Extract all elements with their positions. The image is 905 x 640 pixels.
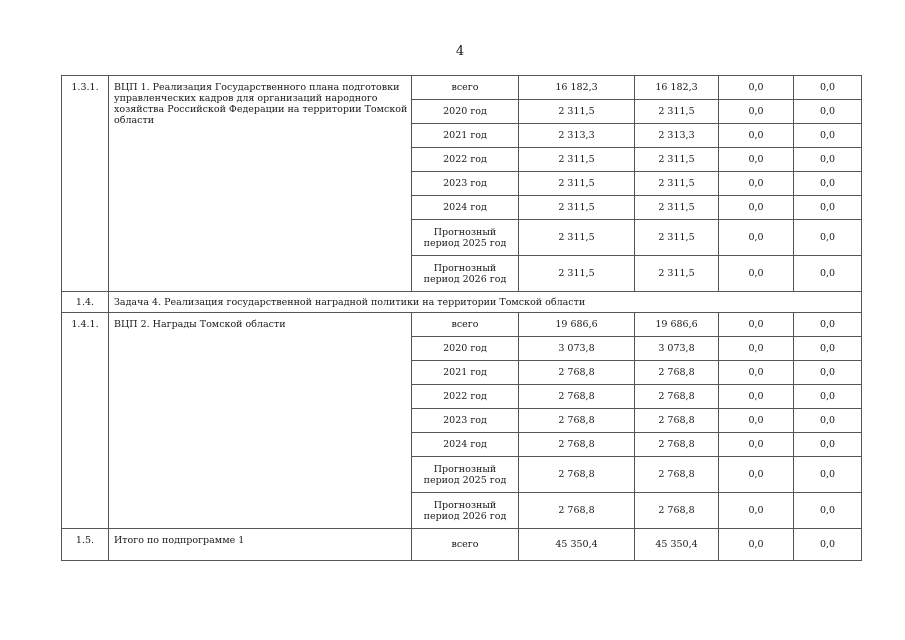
value-cell: 2 311,5 bbox=[519, 172, 635, 196]
value-cell: 0,0 bbox=[719, 76, 794, 100]
row-code: 1.4. bbox=[62, 292, 109, 313]
period-cell: 2021 год bbox=[412, 361, 519, 385]
value-cell: 0,0 bbox=[719, 100, 794, 124]
value-cell: 0,0 bbox=[794, 196, 862, 220]
value-cell: 2 768,8 bbox=[635, 457, 719, 493]
value-cell: 2 768,8 bbox=[519, 361, 635, 385]
value-cell: 0,0 bbox=[794, 361, 862, 385]
value-cell: 0,0 bbox=[794, 493, 862, 529]
row-code: 1.5. bbox=[62, 529, 109, 561]
value-cell: 0,0 bbox=[794, 76, 862, 100]
table-row bbox=[62, 529, 862, 561]
value-cell: 2 311,5 bbox=[519, 196, 635, 220]
value-cell: 0,0 bbox=[719, 493, 794, 529]
row-code: 1.3.1. bbox=[62, 76, 109, 292]
period-cell: всего bbox=[412, 76, 519, 100]
row-description: Итого по подпрограмме 1 bbox=[109, 529, 412, 561]
value-cell: 2 311,5 bbox=[635, 256, 719, 292]
period-cell: 2021 год bbox=[412, 124, 519, 148]
value-cell: 0,0 bbox=[719, 256, 794, 292]
value-cell: 2 311,5 bbox=[519, 148, 635, 172]
period-cell: всего bbox=[412, 529, 519, 561]
value-cell: 0,0 bbox=[719, 457, 794, 493]
value-cell: 0,0 bbox=[719, 385, 794, 409]
value-cell: 2 768,8 bbox=[519, 457, 635, 493]
value-cell: 2 768,8 bbox=[519, 433, 635, 457]
value-cell: 0,0 bbox=[719, 220, 794, 256]
value-cell: 2 311,5 bbox=[635, 196, 719, 220]
row-description: ВЦП 1. Реализация Государственного плана подготовки управленческих кадров для организаций народного хозяйства Российской Федерации на территории Томской области bbox=[109, 76, 412, 292]
value-cell: 2 768,8 bbox=[519, 385, 635, 409]
value-cell: 0,0 bbox=[794, 337, 862, 361]
value-cell: 0,0 bbox=[719, 172, 794, 196]
value-cell: 2 768,8 bbox=[635, 385, 719, 409]
value-cell: 0,0 bbox=[719, 124, 794, 148]
value-cell: 0,0 bbox=[794, 256, 862, 292]
value-cell: 0,0 bbox=[794, 433, 862, 457]
value-cell: 2 768,8 bbox=[635, 493, 719, 529]
table-row bbox=[62, 292, 862, 313]
value-cell: 19 686,6 bbox=[635, 313, 719, 337]
value-cell: 45 350,4 bbox=[635, 529, 719, 561]
value-cell: 0,0 bbox=[794, 148, 862, 172]
value-cell: 3 073,8 bbox=[519, 337, 635, 361]
value-cell: 0,0 bbox=[719, 313, 794, 337]
period-cell: 2020 год bbox=[412, 337, 519, 361]
value-cell: 45 350,4 bbox=[519, 529, 635, 561]
value-cell: 2 768,8 bbox=[635, 409, 719, 433]
row-description: ВЦП 2. Награды Томской области bbox=[109, 313, 412, 529]
value-cell: 2 311,5 bbox=[519, 220, 635, 256]
value-cell: 16 182,3 bbox=[635, 76, 719, 100]
value-cell: 2 313,3 bbox=[519, 124, 635, 148]
period-cell: Прогнозный период 2025 год bbox=[412, 220, 519, 256]
value-cell: 0,0 bbox=[794, 100, 862, 124]
value-cell: 0,0 bbox=[794, 385, 862, 409]
period-cell: 2022 год bbox=[412, 385, 519, 409]
value-cell: 19 686,6 bbox=[519, 313, 635, 337]
value-cell: 16 182,3 bbox=[519, 76, 635, 100]
period-cell: 2024 год bbox=[412, 433, 519, 457]
row-code: 1.4.1. bbox=[62, 313, 109, 529]
value-cell: 0,0 bbox=[719, 148, 794, 172]
value-cell: 0,0 bbox=[719, 361, 794, 385]
value-cell: 2 768,8 bbox=[519, 409, 635, 433]
value-cell: 0,0 bbox=[794, 457, 862, 493]
budget-table bbox=[61, 75, 862, 561]
value-cell: 0,0 bbox=[794, 220, 862, 256]
value-cell: 0,0 bbox=[719, 433, 794, 457]
page-number: 4 bbox=[455, 44, 465, 59]
value-cell: 0,0 bbox=[794, 124, 862, 148]
period-cell: Прогнозный период 2026 год bbox=[412, 493, 519, 529]
period-cell: 2023 год bbox=[412, 409, 519, 433]
value-cell: 0,0 bbox=[794, 409, 862, 433]
period-cell: Прогнозный период 2025 год bbox=[412, 457, 519, 493]
value-cell: 0,0 bbox=[719, 529, 794, 561]
table-row bbox=[62, 76, 862, 100]
value-cell: 3 073,8 bbox=[635, 337, 719, 361]
value-cell: 0,0 bbox=[794, 172, 862, 196]
period-cell: 2022 год bbox=[412, 148, 519, 172]
value-cell: 0,0 bbox=[719, 196, 794, 220]
value-cell: 0,0 bbox=[794, 529, 862, 561]
value-cell: 2 311,5 bbox=[635, 100, 719, 124]
period-cell: всего bbox=[412, 313, 519, 337]
table-row bbox=[62, 313, 862, 337]
value-cell: 0,0 bbox=[719, 337, 794, 361]
value-cell: 2 768,8 bbox=[635, 361, 719, 385]
period-cell: 2023 год bbox=[412, 172, 519, 196]
period-cell: 2020 год bbox=[412, 100, 519, 124]
value-cell: 0,0 bbox=[719, 409, 794, 433]
value-cell: 2 311,5 bbox=[635, 220, 719, 256]
value-cell: 2 313,3 bbox=[635, 124, 719, 148]
value-cell: 2 311,5 bbox=[519, 256, 635, 292]
value-cell: 2 311,5 bbox=[519, 100, 635, 124]
period-cell: 2024 год bbox=[412, 196, 519, 220]
value-cell: 2 768,8 bbox=[635, 433, 719, 457]
value-cell: 0,0 bbox=[794, 313, 862, 337]
value-cell: 2 311,5 bbox=[635, 148, 719, 172]
task-title: Задача 4. Реализация государственной наградной политики на территории Томской области bbox=[109, 292, 862, 313]
value-cell: 2 768,8 bbox=[519, 493, 635, 529]
period-cell: Прогнозный период 2026 год bbox=[412, 256, 519, 292]
value-cell: 2 311,5 bbox=[635, 172, 719, 196]
